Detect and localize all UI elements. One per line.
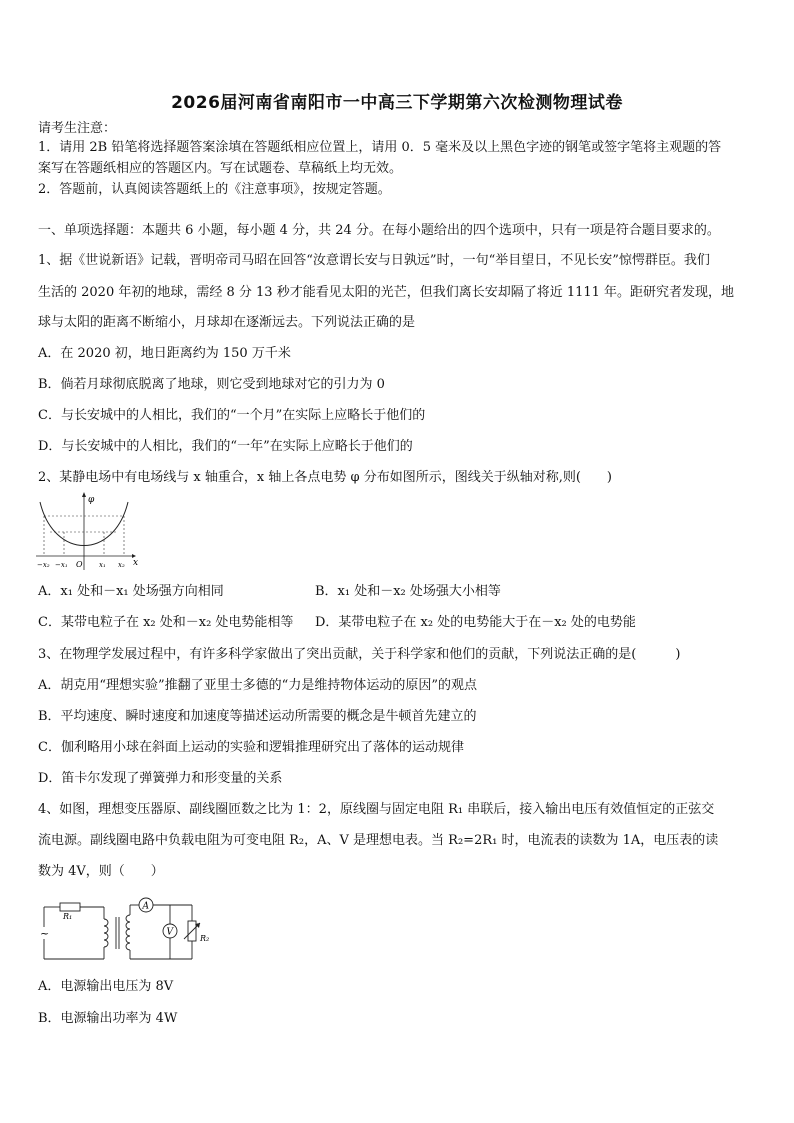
q2-option-b: B．x₁ 处和－x₂ 处场强大小相等 <box>315 584 501 599</box>
ammeter-label: A <box>142 901 149 912</box>
q1-line-1: 1、据《世说新语》记载，晋明帝司马昭在回答“汝意谓长安与日孰远”时，一句“举目望日，不见长安”惊愕群臣。我们 <box>38 253 710 268</box>
tick-label: x₁ <box>99 561 106 569</box>
q2-option-c: C．某带电粒子在 x₂ 处和－x₂ 处电势能相等 <box>38 615 294 630</box>
q1-option-b: B．倘若月球彻底脱离了地球，则它受到地球对它的引力为 0 <box>38 377 385 392</box>
q4-line-2: 流电源。副线圈电路中负载电阻为可变电阻 R₂，A、V 是理想电表。当 R₂=2R₁ 时，电流表的读数为 1A，电压表的读 <box>38 833 719 848</box>
tick-label: −x₁ <box>55 561 68 569</box>
q4-circuit-diagram <box>36 897 216 967</box>
q1-line-3: 球与太阳的距离不断缩小，月球却在逐渐远去。下列说法正确的是 <box>38 315 416 330</box>
voltmeter-label: V <box>166 927 173 938</box>
q3-option-c: C．伽利略用小球在斜面上运动的实验和逻辑推理研究出了落体的运动规律 <box>38 740 464 755</box>
q4-option-a: A．电源输出电压为 8V <box>38 979 174 994</box>
q1-option-a: A．在 2020 初，地日距离约为 150 万千米 <box>38 346 291 361</box>
page-title: 2026届河南省南阳市一中高三下学期第六次检测物理试卷 <box>171 93 623 113</box>
q4-option-b: B．电源输出功率为 4W <box>38 1011 178 1026</box>
x-axis-label: x <box>133 558 139 568</box>
q3-option-a: A．胡克用“理想实验”推翻了亚里士多德的“力是维持物体运动的原因”的观点 <box>38 678 477 693</box>
notice-item-2: 2．答题前，认真阅读答题纸上的《注意事项》，按规定答题。 <box>38 182 391 197</box>
notice-item-1a: 1．请用 2B 铅笔将选择题答案涂填在答题纸相应位置上，请用 0．5 毫米及以上黑色字迹的钢笔或签字笔将主观题的答 <box>38 140 722 155</box>
q4-line-1: 4、如图，理想变压器原、副线圈匝数之比为 1：2，原线圈与固定电阻 R₁ 串联后，接入输出电压有效值恒定的正弦交 <box>38 802 715 817</box>
q3-stem: 3、在物理学发展过程中，有许多科学家做出了突出贡献，关于科学家和他们的贡献，下列说法正确的是( ) <box>38 647 681 662</box>
origin-label: O <box>76 560 83 569</box>
notice-heading: 请考生注意： <box>38 121 117 136</box>
tick-label: −x₂ <box>37 561 50 569</box>
q3-option-d: D．笛卡尔发现了弹簧弹力和形变量的关系 <box>38 771 283 786</box>
ac-source-icon: ~ <box>40 927 50 940</box>
q2-option-a: A．x₁ 处和－x₁ 处场强方向相同 <box>38 584 224 599</box>
phi-label: φ <box>88 495 95 505</box>
tick-label: x₂ <box>118 561 125 569</box>
r2-label: R₂ <box>200 934 210 943</box>
notice-item-1b: 案写在答题纸相应的答题区内。写在试题卷、草稿纸上均无效。 <box>38 161 403 176</box>
q2-potential-graph <box>36 492 140 572</box>
q2-stem: 2、某静电场中有电场线与 x 轴重合，x 轴上各点电势 φ 分布如图所示，图线关于纵轴对称,则( ) <box>38 470 612 485</box>
q2-option-d: D．某带电粒子在 x₂ 处的电势能大于在－x₂ 处的电势能 <box>315 615 636 630</box>
q1-line-2: 生活的 2020 年初的地球，需经 8 分 13 秒才能看见太阳的光芒，但我们离长安却隔了将近 1111 年。距研究者发现，地 <box>38 285 735 300</box>
q3-option-b: B．平均速度、瞬时速度和加速度等描述运动所需要的概念是牛顿首先建立的 <box>38 709 477 724</box>
q1-option-c: C．与长安城中的人相比，我们的“一个月”在实际上应略长于他们的 <box>38 408 426 423</box>
q4-line-3: 数为 4V，则（ ） <box>38 864 164 879</box>
r1-label: R₁ <box>63 912 73 921</box>
q1-option-d: D．与长安城中的人相比，我们的“一年”在实际上应略长于他们的 <box>38 439 413 454</box>
section-heading: 一、单项选择题：本题共 6 小题，每小题 4 分，共 24 分。在每小题给出的四个选项中，只有一项是符合题目要求的。 <box>38 223 720 238</box>
